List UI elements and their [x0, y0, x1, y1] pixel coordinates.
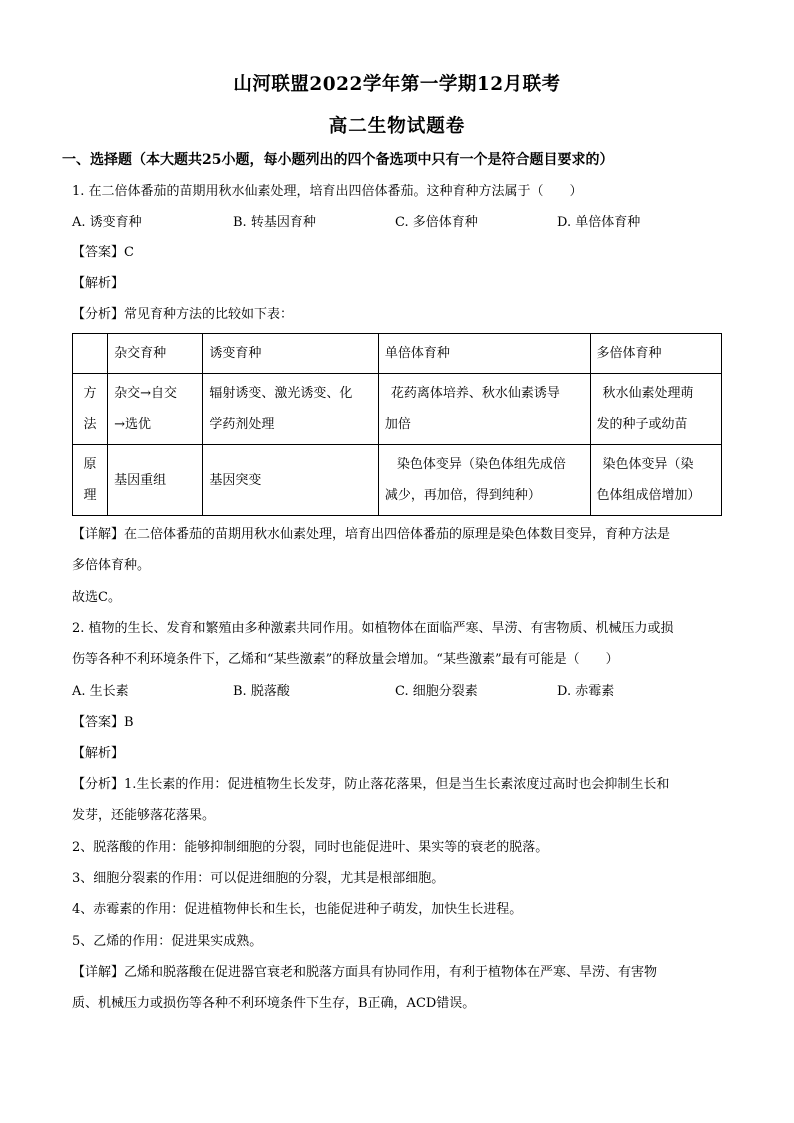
q2-analysis-label: 【解析】 [72, 746, 125, 761]
cell-line: →选优 [114, 417, 151, 432]
q1-option-a: A. 诱变育种 [72, 215, 142, 230]
table-header-cell: 多倍体育种 [590, 334, 721, 374]
table-row [73, 374, 722, 445]
q1-conclusion: 故选C。 [72, 590, 121, 605]
cell-line: 杂交→自交 [114, 386, 177, 401]
table-header-cell: 单倍体育种 [378, 334, 590, 374]
q2-detail: 【详解】乙烯和脱落酸在促进器官衰老和脱落方面具有协同作用，有利于植物体在严寒、旱涝、有害物 [72, 965, 658, 980]
table-cell [590, 374, 721, 445]
cell-line: 学药剂处理 [209, 417, 275, 432]
q1-stem: 1. 在二倍体番茄的苗期用秋水仙素处理，培育出四倍体番茄。这种育种方法属于（ ） [72, 184, 583, 199]
table-header-row [73, 334, 722, 374]
cell-line: 减少，再加倍，得到纯种） [384, 488, 541, 503]
q2-point-3: 3、细胞分裂素的作用：可以促进细胞的分裂，尤其是根部细胞。 [72, 871, 445, 886]
q2-stem: 2. 植物的生长、发育和繁殖由多种激素共同作用。如植物体在面临严寒、旱涝、有害物质、机械压力或损 [72, 621, 674, 636]
cell-line: 加倍 [384, 417, 411, 432]
q1-fenxi: 【分析】常见育种方法的比较如下表： [72, 307, 294, 322]
exam-title: 山河联盟2022学年第一学期12月联考 [233, 74, 561, 95]
table-row [73, 445, 722, 516]
cell-line: 色体组成倍增加） [596, 488, 701, 503]
table-header-cell: 杂交育种 [108, 334, 203, 374]
row-label-principle [73, 445, 108, 516]
table-cell [108, 374, 203, 445]
q2-answer: 【答案】B [72, 715, 134, 730]
cell-line: 辐射诱变、激光诱变、化 [209, 386, 353, 401]
q2-point-5: 5、乙烯的作用：促进果实成熟。 [72, 934, 263, 949]
q2-option-d: D. 赤霉素 [557, 684, 615, 699]
q2-option-a: A. 生长素 [72, 684, 129, 699]
q1-detail-cont: 多倍体育种。 [72, 558, 151, 573]
cell-line: 染色体变异（染色体组先成倍 [396, 457, 566, 472]
row-label-char: 方 [83, 386, 97, 401]
cell-line: 秋水仙素处理萌 [602, 386, 694, 401]
table-cell: 基因突变 [203, 445, 379, 516]
q2-point-2: 2、脱落酸的作用：能够抑制细胞的分裂，同时也能促进叶、果实等的衰老的脱落。 [72, 840, 549, 855]
cell-line: 花药离体培养、秋水仙素诱导 [390, 386, 560, 401]
q1-detail: 【详解】在二倍体番茄的苗期用秋水仙素处理，培育出四倍体番茄的原理是染色体数目变异，育种方法是 [72, 527, 671, 542]
row-label-char: 法 [83, 417, 97, 432]
table-header-cell: 诱变育种 [203, 334, 379, 374]
table-header-cell [73, 334, 108, 374]
q1-answer: 【答案】C [72, 245, 134, 260]
table-cell [378, 445, 590, 516]
row-label-char: 原 [83, 457, 97, 472]
q2-detail-cont: 质、机械压力或损伤等各种不利环境条件下生存，B正确，ACD错误。 [72, 996, 476, 1011]
row-label-method [73, 374, 108, 445]
q1-option-d: D. 单倍体育种 [557, 215, 641, 230]
breeding-comparison-table [72, 333, 722, 516]
q2-stem-cont: 伤等各种不利环境条件下，乙烯和“某些激素”的释放量会增加。“某些激素”最有可能是（ ） [72, 652, 619, 667]
row-label-char: 理 [83, 488, 97, 503]
cell-line: 染色体变异（染 [602, 457, 694, 472]
exam-subtitle: 高二生物试题卷 [328, 116, 466, 137]
table-cell: 基因重组 [108, 445, 203, 516]
q2-fenxi: 【分析】1.生长素的作用：促进植物生长发芽，防止落花落果，但是当生长素浓度过高时也会抑制生长和 [72, 777, 670, 792]
table-cell [203, 374, 379, 445]
q2-point-4: 4、赤霉素的作用：促进植物伸长和生长，也能促进种子萌发，加快生长进程。 [72, 902, 523, 917]
section-heading: 一、选择题（本大题共25小题，每小题列出的四个备选项中只有一个是符合题目要求的） [62, 152, 614, 168]
q2-fenxi-cont: 发芽，还能够落花落果。 [72, 808, 216, 823]
table-cell [378, 374, 590, 445]
cell-line: 发的种子或幼苗 [596, 417, 688, 432]
q1-analysis-label: 【解析】 [72, 276, 125, 291]
q1-option-b: B. 转基因育种 [233, 215, 316, 230]
q2-option-b: B. 脱落酸 [233, 684, 290, 699]
table-cell [590, 445, 721, 516]
q1-option-c: C. 多倍体育种 [395, 215, 478, 230]
q2-option-c: C. 细胞分裂素 [395, 684, 478, 699]
